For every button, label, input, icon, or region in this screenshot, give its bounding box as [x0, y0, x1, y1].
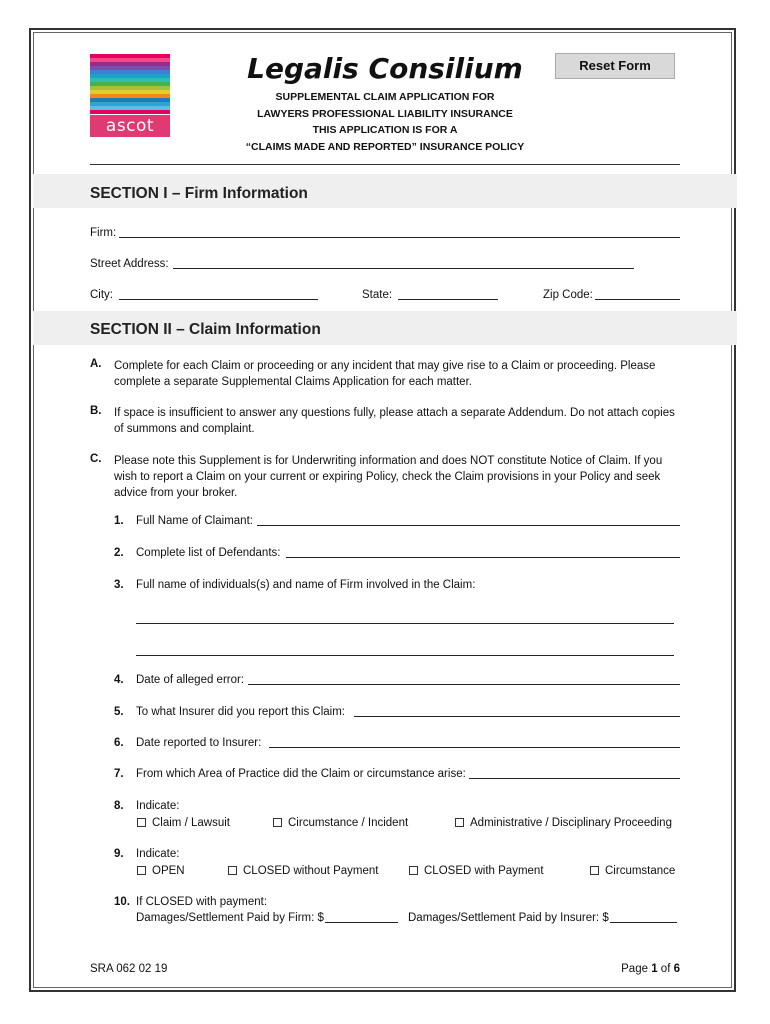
- question-number: 5.: [114, 706, 124, 718]
- area-of-practice-field[interactable]: [469, 767, 680, 779]
- form-code: SRA 062 02 19: [90, 963, 168, 975]
- header-divider: [90, 164, 680, 165]
- question-number: 7.: [114, 768, 124, 780]
- question-number: 2.: [114, 547, 124, 559]
- insurer-reported-field[interactable]: [354, 705, 680, 717]
- instruction-letter: B.: [90, 405, 102, 417]
- checkbox-icon[interactable]: [590, 866, 599, 875]
- instruction-text: If space is insufficient to answer any questions fully, please attach a separate Addendum. Do not attach copies of summons and complaint.: [114, 407, 675, 435]
- option-label: CLOSED without Payment: [243, 865, 379, 877]
- indicate-label: Indicate:: [136, 800, 180, 812]
- firm-field[interactable]: [119, 226, 680, 238]
- checkbox-icon[interactable]: [137, 818, 146, 827]
- checkbox-icon[interactable]: [273, 818, 282, 827]
- claimant-name-field[interactable]: [257, 514, 680, 526]
- street-address-label: Street Address:: [90, 258, 169, 270]
- date-reported-field[interactable]: [269, 736, 680, 748]
- instruction-letter: C.: [90, 453, 102, 465]
- defendants-label: Complete list of Defendants:: [136, 547, 281, 559]
- subtitle-line: SUPPLEMENTAL CLAIM APPLICATION FOR: [275, 91, 495, 103]
- alleged-error-date-label: Date of alleged error:: [136, 674, 245, 686]
- individuals-firm-label: Full name of individuals(s) and name of Firm involved in the Claim:: [136, 579, 476, 591]
- page-number: 1: [651, 963, 658, 975]
- firm-paid-label: Damages/Settlement Paid by Firm: $: [136, 912, 324, 924]
- individuals-firm-field-line2[interactable]: [136, 644, 674, 656]
- state-label: State:: [362, 289, 393, 301]
- question-number: 8.: [114, 800, 124, 812]
- option-label: OPEN: [152, 865, 185, 877]
- page-word: Page: [621, 963, 652, 975]
- zip-code-field[interactable]: [595, 288, 680, 300]
- option-label: Administrative / Disciplinary Proceeding: [470, 817, 672, 829]
- insurer-reported-label: To what Insurer did you report this Claim:: [136, 706, 346, 718]
- section2-title: SECTION II – Claim Information: [90, 321, 321, 338]
- city-field[interactable]: [119, 288, 318, 300]
- question-number: 6.: [114, 737, 124, 749]
- brand-title: Legalis Consilium: [247, 52, 523, 85]
- insurer-paid-field[interactable]: [610, 911, 677, 923]
- checkbox-icon[interactable]: [228, 866, 237, 875]
- instruction-letter: A.: [90, 358, 102, 370]
- reset-form-button[interactable]: Reset Form: [555, 53, 675, 79]
- insurer-paid-label: Damages/Settlement Paid by Insurer: $: [408, 912, 609, 924]
- zip-code-label: Zip Code:: [543, 289, 593, 301]
- subtitle-line: LAWYERS PROFESSIONAL LIABILITY INSURANCE: [257, 107, 513, 120]
- option-label: CLOSED with Payment: [424, 865, 544, 877]
- street-address-field[interactable]: [173, 257, 634, 269]
- indicate-label: Indicate:: [136, 848, 180, 860]
- area-of-practice-label: From which Area of Practice did the Claim or circumstance arise:: [136, 768, 466, 780]
- circumstance-checkbox[interactable]: [590, 865, 675, 877]
- page-indicator: [590, 963, 680, 975]
- subtitle-line: “CLAIMS MADE AND REPORTED” INSURANCE POLICY: [245, 140, 525, 153]
- option-label: Circumstance / Incident: [288, 817, 409, 829]
- date-reported-label: Date reported to Insurer:: [136, 737, 262, 749]
- firm-label: Firm:: [90, 227, 117, 239]
- instruction-text: Please note this Supplement is for Underwriting information and does NOT constitute Notice of Claim. If you wish to report a Claim on your current or expiring Policy, check the Claim provisions in your Policy and seek advice from your broker.: [114, 455, 663, 499]
- page-total: 6: [673, 963, 680, 975]
- individuals-firm-field-line1[interactable]: [136, 612, 674, 624]
- option-label: Claim / Lawsuit: [152, 817, 230, 829]
- closed-with-payment-checkbox[interactable]: [409, 865, 544, 877]
- logo-text: ascot: [90, 115, 170, 137]
- alleged-error-date-field[interactable]: [248, 673, 680, 685]
- checkbox-icon[interactable]: [455, 818, 464, 827]
- logo-stripe: [90, 110, 170, 114]
- option-label: Circumstance: [605, 865, 676, 877]
- section1-title: SECTION I – Firm Information: [90, 185, 308, 202]
- question-number: 10.: [114, 896, 130, 908]
- instruction-text: Complete for each Claim or proceeding or any incident that may give rise to a Claim or proceeding. Please complete a separate Supplemental Claims Application for each matter.: [114, 360, 656, 388]
- of-word: of: [657, 963, 674, 975]
- circumstance-incident-checkbox[interactable]: [273, 817, 408, 829]
- question-number: 3.: [114, 579, 124, 591]
- city-label: City:: [90, 289, 113, 301]
- closed-without-payment-checkbox[interactable]: [228, 865, 379, 877]
- checkbox-icon[interactable]: [137, 866, 146, 875]
- ascot-logo: [90, 54, 170, 137]
- closed-payment-label: If CLOSED with payment:: [136, 896, 268, 908]
- form-subtitle: [230, 89, 540, 155]
- question-number: 1.: [114, 515, 124, 527]
- state-field[interactable]: [398, 288, 498, 300]
- claimant-name-label: Full Name of Claimant:: [136, 515, 253, 527]
- checkbox-icon[interactable]: [409, 866, 418, 875]
- subtitle-line: THIS APPLICATION IS FOR A: [312, 124, 458, 136]
- administrative-disciplinary-checkbox[interactable]: [455, 817, 672, 829]
- defendants-field[interactable]: [286, 546, 680, 558]
- claim-lawsuit-checkbox[interactable]: [137, 817, 230, 829]
- question-number: 9.: [114, 848, 124, 860]
- question-number: 4.: [114, 674, 124, 686]
- firm-paid-field[interactable]: [325, 911, 398, 923]
- open-checkbox[interactable]: [137, 865, 185, 877]
